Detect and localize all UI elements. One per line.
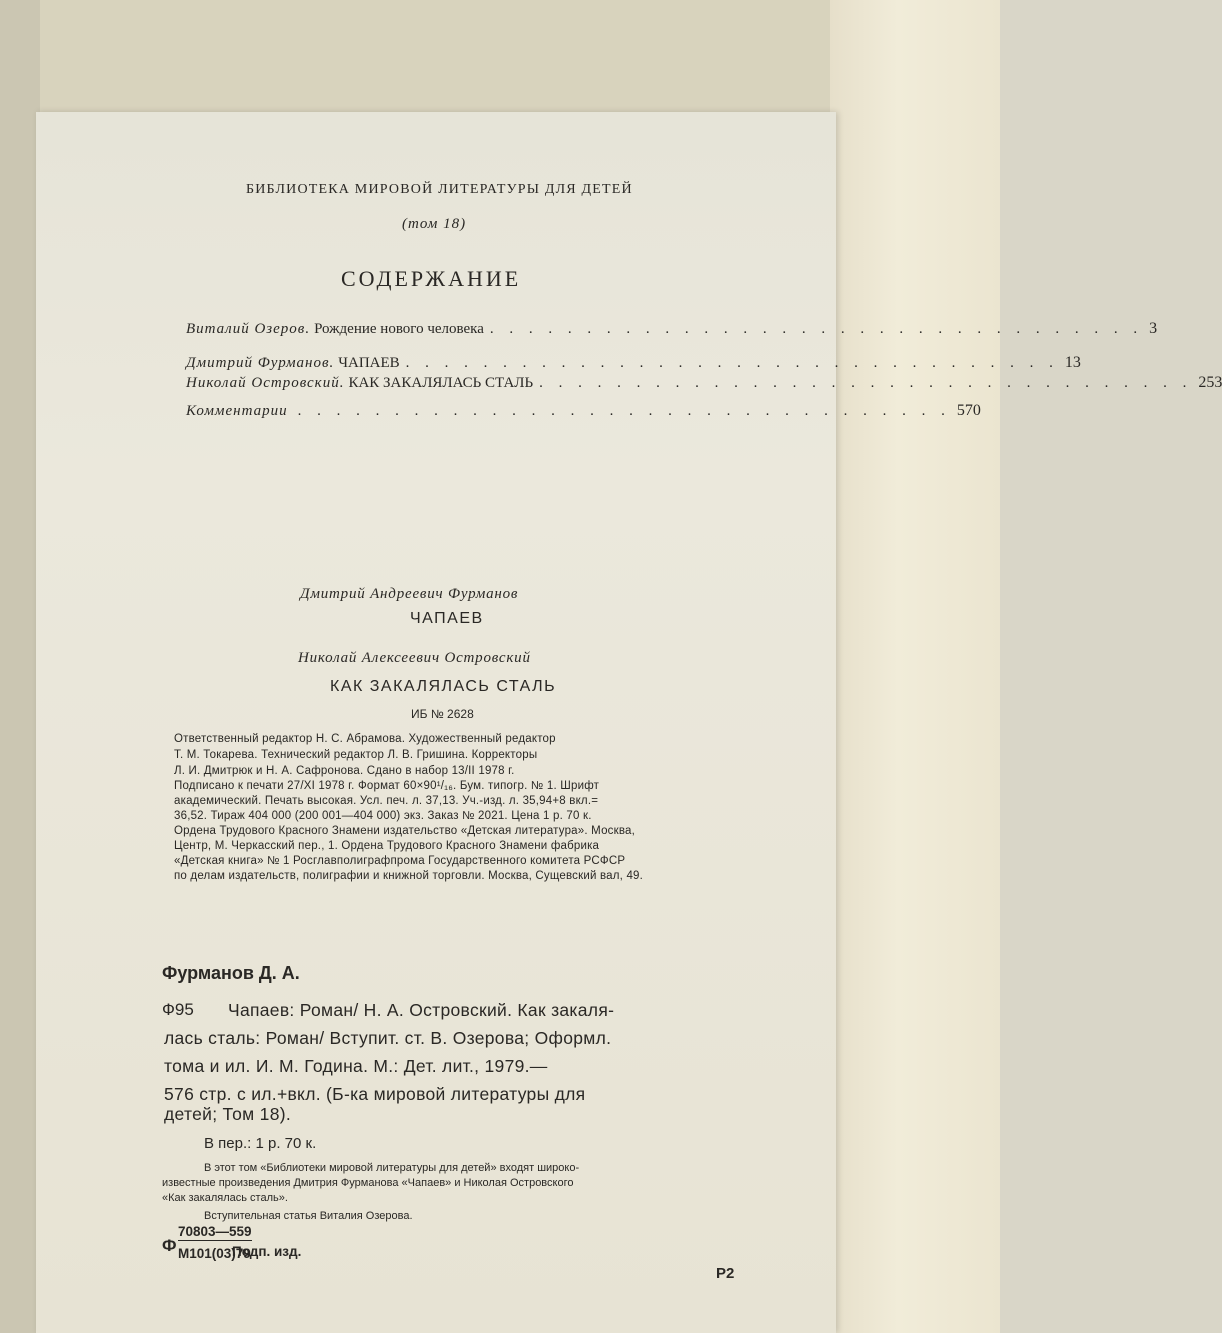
- toc-row: [186, 402, 981, 420]
- toc-author: Комментарии: [186, 403, 288, 419]
- catalog-description-line: Чапаев: Роман/ Н. А. Островский. Как закаля-: [228, 1000, 615, 1020]
- book-title: ЧАПАЕВ: [410, 610, 484, 627]
- annotation-line: В этот том «Библиотеки мировой литературы для детей» входят широко-: [204, 1162, 580, 1174]
- toc-page-number: 13: [1064, 354, 1081, 371]
- toc-title: Рождение нового человека: [314, 321, 484, 337]
- imprint-line: Л. И. Дмитрюк и Н. А. Сафронова. Сдано в набор 13/II 1978 г.: [174, 765, 515, 777]
- book-author: Дмитрий Андреевич Фурманов: [300, 586, 519, 602]
- imprint-line: Т. М. Токарева. Технический редактор Л. В. Гришина. Корректоры: [174, 749, 538, 761]
- code-denominator: М101(03)79: [178, 1246, 251, 1261]
- imprint-line: Ордена Трудового Красного Знамени издательство «Детская литература». Москва,: [174, 825, 636, 837]
- toc-author: Николай Островский.: [186, 375, 345, 391]
- catalog-price: В пер.: 1 р. 70 к.: [204, 1135, 317, 1152]
- toc-leader-dots: . . . . . . . . . . . . . . . . . . . . . . . . . . . . . . . . . .: [539, 375, 1193, 391]
- toc-author: Виталий Озеров.: [186, 321, 311, 337]
- imprint-line: Центр, М. Черкасский пер., 1. Ордена Трудового Красного Знамени фабрика: [174, 840, 600, 852]
- catalog-index: Ф95: [162, 1000, 194, 1019]
- toc-page-number: 3: [1149, 320, 1158, 337]
- toc-author: Дмитрий Фурманов.: [186, 355, 335, 371]
- volume-label: (том 18): [402, 216, 467, 232]
- toc-row: [186, 354, 1081, 372]
- imprint-line: 36,52. Тираж 404 000 (200 001—404 000) экз. Заказ № 2021. Цена 1 р. 70 к.: [174, 810, 592, 822]
- toc-row: [186, 374, 1222, 392]
- catalog-description-line: 576 стр. с ил.+вкл. (Б-ка мировой литературы для: [164, 1084, 586, 1104]
- toc-title: ЧАПАЕВ: [338, 355, 400, 371]
- toc-page-number: 570: [956, 402, 981, 419]
- catalog-description-line: детей; Том 18).: [164, 1104, 292, 1124]
- contents-heading: СОДЕРЖАНИЕ: [341, 266, 522, 291]
- toc-page-number: 253: [1198, 374, 1222, 391]
- annotation-line: Вступительная статья Виталия Озерова.: [204, 1210, 413, 1222]
- imprint-line: академический. Печать высокая. Усл. печ. л. 37,13. Уч.-изд. л. 35,94+8 вкл.=: [174, 795, 599, 807]
- code-letter: Ф: [162, 1236, 177, 1255]
- book-cover-edge: [830, 0, 1000, 1333]
- imprint-line: «Детская книга» № 1 Росглавполиграфпрома Государственного комитета РСФСР: [174, 855, 626, 867]
- annotation-line: «Как закалялась сталь».: [162, 1192, 288, 1204]
- code-note: Подп. изд.: [232, 1244, 302, 1259]
- catalog-author: Фурманов Д. А.: [162, 963, 300, 983]
- imprint-line: Подписано к печати 27/XI 1978 г. Формат 60×90¹/₁₆. Бум. типогр. № 1. Шрифт: [174, 780, 600, 792]
- toc-leader-dots: . . . . . . . . . . . . . . . . . . . . . . . . . . . . . . . . . .: [489, 321, 1144, 337]
- code-numerator: 70803—559: [178, 1224, 252, 1239]
- toc-leader-dots: . . . . . . . . . . . . . . . . . . . . . . . . . . . . . . . . . .: [297, 403, 951, 419]
- ib-number: ИБ № 2628: [411, 707, 474, 721]
- imprint-line: Ответственный редактор Н. С. Абрамова. Художественный редактор: [174, 733, 556, 745]
- annotation-line: известные произведения Дмитрия Фурманова «Чапаев» и Николая Островского: [162, 1177, 574, 1189]
- toc-leader-dots: . . . . . . . . . . . . . . . . . . . . . . . . . . . . . . . . . .: [405, 355, 1059, 371]
- series-title: БИБЛИОТЕКА МИРОВОЙ ЛИТЕРАТУРЫ ДЛЯ ДЕТЕЙ: [246, 182, 633, 197]
- book-title: КАК ЗАКАЛЯЛАСЬ СТАЛЬ: [330, 678, 557, 695]
- book-page: [36, 112, 836, 1333]
- background-table-left: [0, 0, 40, 1333]
- toc-row: [186, 320, 1158, 338]
- signature-mark: Р2: [716, 1265, 735, 1282]
- book-author: Николай Алексеевич Островский: [298, 650, 531, 666]
- imprint-line: по делам издательств, полиграфии и книжной торговли. Москва, Сущевский вал, 49.: [174, 870, 644, 882]
- toc-title: КАК ЗАКАЛЯЛАСЬ СТАЛЬ: [348, 375, 534, 391]
- catalog-description-line: тома и ил. И. М. Година. М.: Дет. лит., 1979.—: [164, 1056, 548, 1076]
- catalog-description-line: лась сталь: Роман/ Вступит. ст. В. Озерова; Оформл.: [164, 1028, 612, 1048]
